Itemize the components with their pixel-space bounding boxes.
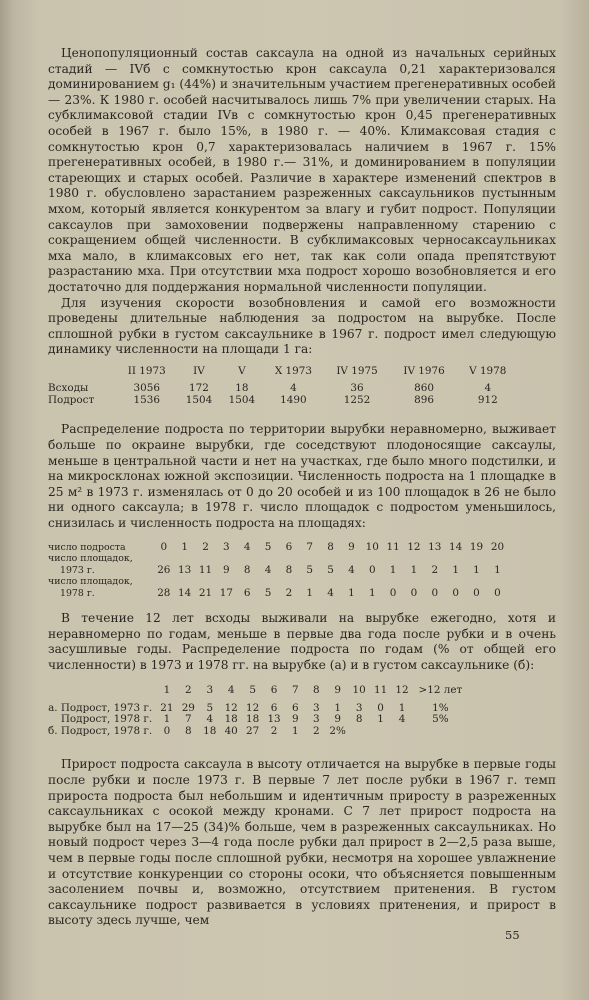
table-cell: 6 [291,701,299,714]
table-cell: 18 [235,382,249,395]
table-header-cell: >12 лет [418,684,463,697]
row-label: число подроста [48,541,126,553]
table-cell: 912 [477,393,498,406]
table-header-cell: 11 [386,540,400,553]
table-cell: 4 [290,382,297,395]
table-cell: 8 [185,724,192,737]
table-cell: 1 [398,701,406,714]
table-cell: 14 [178,586,192,599]
table-cell: 896 [414,393,434,406]
table-header-cell: 4 [227,684,235,697]
table-cell: 0 [452,586,459,599]
table-header-cell: 14 [449,540,463,553]
table-row [48,726,468,738]
table-cell: 1 [163,713,171,726]
table-cell: 3 [312,701,320,714]
table-cell: 21 [198,586,213,599]
table-cell: 4 [348,563,355,576]
table-cell: 1 [306,586,314,599]
seedling-dynamics-table [48,366,518,407]
table-cell: 9 [223,563,230,576]
table-cell: 3 [312,713,320,726]
row-label: Подрост, 1978 г. [60,713,153,726]
table-cell: 6 [270,701,278,714]
table-header-row [48,685,468,697]
table-cell: 0 [377,701,384,714]
table-cell: 4 [206,713,214,726]
table-header-cell: 7 [306,540,314,553]
table-row [48,553,508,565]
table-header-cell: 2 [202,540,209,553]
table-cell: 1 [494,563,501,576]
table-cell: 18 [224,713,238,726]
table-cell: 4 [484,382,492,395]
table-header-cell: IV 1975 [336,364,378,377]
table-cell: 6 [243,586,251,599]
table-cell: 2 [312,724,320,737]
table-header-cell: 10 [365,540,379,553]
table-cell [348,726,369,738]
table-cell: 1 [334,701,341,714]
year-distribution-table [48,685,468,737]
table-cell [370,726,391,738]
table-cell [391,726,412,738]
table-cell: 0 [163,724,171,737]
table-cell [413,726,468,738]
table-cell: 5 [306,563,314,576]
table-cell: 2 [270,724,278,737]
paragraph-5: Прирост подроста саксаула в высоту отличается на вырубке в первые годы после рубки и после 1973 г. В первые 7 лет после рубки в 1967 г. темп прироста подроста был небольшим и идентичным приросту в разреженных саксаульниках с осокой между кронами. С 7 лет прирост подроста на вырубке был на 17—25 (34)% больше, чем в разреженных саксаульниках. Но новый подрост через 3—4 года после рубки дал прирост в 2—2,5 раза выше, чем в первые годы после сплошной рубки, несмотря на хорошее увлажнение и отсутствие конкуренции со стороны осоки, что объясняется повышенным засолением почвы и, возможно, отсутствием притенения. В густом саксаульнике подрост развивается в условиях притенения, и прирост в высоту здесь лучше, чем [48,757,556,928]
table-header-cell: 3 [206,684,214,697]
row-label: Подрост [48,393,95,406]
table-cell: 5 [264,586,272,599]
table-cell: 17 [219,586,233,599]
table-header-cell: 20 [490,540,505,553]
table-cell: 8 [243,563,251,576]
table-header-cell: IV 1976 [403,364,445,377]
table-header-row [48,542,508,554]
table-cell: 5% [432,713,449,726]
table-header-cell: 1 [163,684,171,697]
table-cell: 3 [355,701,363,714]
table-cell: 1 [452,563,459,576]
table-header-cell: 8 [327,540,334,553]
table-cell: 4 [398,713,406,726]
row-label: б. Подрост, 1978 г. [48,724,153,737]
table-header-cell: V [238,364,246,377]
row-label: а. Подрост, 1973 г. [48,701,153,714]
table-cell: 0 [494,586,501,599]
table-cell: 1504 [228,393,256,406]
table-header-cell: 9 [334,684,341,697]
table-cell: 0 [410,586,418,599]
table-header-cell: 2 [185,684,192,697]
table-cell: 1% [432,701,449,714]
table-cell: 11 [198,563,213,576]
table-cell: 9 [291,713,299,726]
table-cell: 2 [285,586,293,599]
table-cell: 9 [334,713,341,726]
table-cell: 27 [246,724,260,737]
table-header-cell: 4 [243,540,251,553]
table-cell: 1 [377,713,384,726]
table-header-cell: 10 [352,684,366,697]
table-cell: 2 [431,563,439,576]
table-cell: 4 [327,586,334,599]
table-cell: 1 [410,563,418,576]
table-header-cell: V 1978 [469,364,507,377]
table-header-cell: 1 [181,540,188,553]
page-number: 55 [505,928,520,942]
table-cell: 1 [473,563,480,576]
table-header-cell: 13 [428,540,442,553]
table-cell: 5 [327,563,334,576]
table-cell: 1490 [280,393,307,406]
table-cell: 12 [224,701,238,714]
table-cell: 18 [203,724,217,737]
table-header-cell: 12 [407,540,421,553]
table-cell: 860 [414,382,434,395]
table-header-cell: 7 [291,684,299,697]
row-label: 1973 г. [60,564,95,576]
table-cell: 2% [329,724,346,737]
table-row [48,588,508,600]
row-label: число площадок, [48,576,133,588]
table-cell: 7 [185,713,192,726]
row-label: Всходы [48,382,89,395]
table-header-cell: 6 [285,540,293,553]
table-cell: 5 [206,701,214,714]
table-header-cell: X 1973 [274,364,312,377]
table-cell: 1 [291,724,299,737]
paragraph-4: В течение 12 лет всходы выживали на вырубке ежегодно, хотя и неравномерно по годам, меньше в первые два года после рубки и в очень засушливые годы. Распределение подроста по годам (% от общей его численности) в 1973 и 1978 гг. на вырубке (а) и в густом саксаульнике (б): [48,611,556,672]
table-header-cell: 5 [264,540,272,553]
table-cell: 8 [355,713,363,726]
paragraph-1: Ценопопуляционный состав саксаула на одной из начальных серийных стадий — IVб с сомкнутостью крон саксаула 0,21 характеризовался доминированием g₁ (44%) и значительным участием прегенеративных особей — 23%. К 1980 г. особей насчитывалось лишь 7% при увеличении старых. На субклимаксовой стадии IVв с сомкнутостью крон 0,45 прегенеративных особей в 1967 г. было 15%, в 1980 г. — 40%. Климаксовая стадия с сомкнутостью крон 0,7 характеризовалась наличием в 1967 г. 15% прегенеративных особей, в 1980 г.— 31%, и доминированием в популяции стареющих и старых особей. Различие в характере изменений спектров в 1980 г. обусловлено зарастанием разреженных саксаульников пустынным мхом, который является конкурентом за влагу и губит подрост. Популяции саксаулов при замоховении подвержены направленному старению с сокращением общей численности. В субклимаксовых черносаксаульниках мха мало, в климаксовых его нет, так как соли опада препятствуют разрастанию мха. При отсутствии мха подрост хорошо возобновляется и его достаточно для поддержания нормальной численности популяции. [48,46,556,294]
table-cell: 1536 [133,393,160,406]
table-row [48,395,518,407]
row-label: число площадок, [48,553,133,565]
table-cell: 18 [246,713,260,726]
table-cell: 8 [285,563,293,576]
table-cell: 13 [178,563,192,576]
page-content [48,46,556,929]
table-header-cell: 6 [270,684,278,697]
table-cell: 29 [181,701,195,714]
table-header-cell: 5 [249,684,256,697]
table-header-cell: 0 [160,540,168,553]
table-cell: 36 [350,382,364,395]
table-header-cell: 12 [395,684,409,697]
table-cell: 1 [389,563,397,576]
table-cell: 3056 [133,382,160,395]
table-cell: 1504 [185,393,213,406]
table-cell: 1 [348,586,355,599]
table-cell: 0 [368,563,376,576]
table-cell: 0 [431,586,439,599]
table-header-cell: IV [193,364,205,377]
table-row [48,576,508,588]
table-header-row [48,366,518,378]
table-cell: 12 [246,701,260,714]
table-header-cell: 19 [469,540,484,553]
row-label: 1978 г. [60,587,95,599]
table-row [48,565,508,577]
plot-count-table [48,542,508,600]
table-cell: 40 [224,724,238,737]
table-header-cell: 9 [348,540,355,553]
table-header-cell: 3 [223,540,230,553]
table-header-cell: 8 [312,684,320,697]
table-header-cell: 11 [373,684,388,697]
table-header-cell: II 1973 [127,364,166,377]
table-cell: 172 [189,382,209,395]
table-cell: 26 [157,563,171,576]
table-cell: 0 [389,586,397,599]
table-cell: 28 [157,586,171,599]
table-cell: 21 [160,701,174,714]
paragraph-3: Распределение подроста по территории вырубки неравномерно, выживает больше по окраине вырубки, где соседствуют плодоносящие саксаулы, меньше в центральной части и нет на участках, где было много подстилки, и на микросклонах южной экспозиции. Численность подроста на 1 площадке в 25 м² в 1973 г. изменялась от 0 до 20 особей и из 100 площадок в 26 не было ни одного саксаула; в 1978 г. число площадок с подростом уменьшилось, снизилась и численность подроста на площадях: [48,422,556,530]
table-cell: 1252 [343,393,371,406]
table-cell: 0 [473,586,480,599]
table-cell: 4 [264,563,272,576]
paragraph-2: Для изучения скорости возобновления и самой его возможности проведены длительные наблюдения за подростом на вырубке. После сплошной рубки в густом саксаульнике в 1967 г. подрост имел следующую динамику численности на площади 1 га: [48,295,556,357]
table-cell: 1 [368,586,376,599]
table-cell: 13 [267,713,281,726]
